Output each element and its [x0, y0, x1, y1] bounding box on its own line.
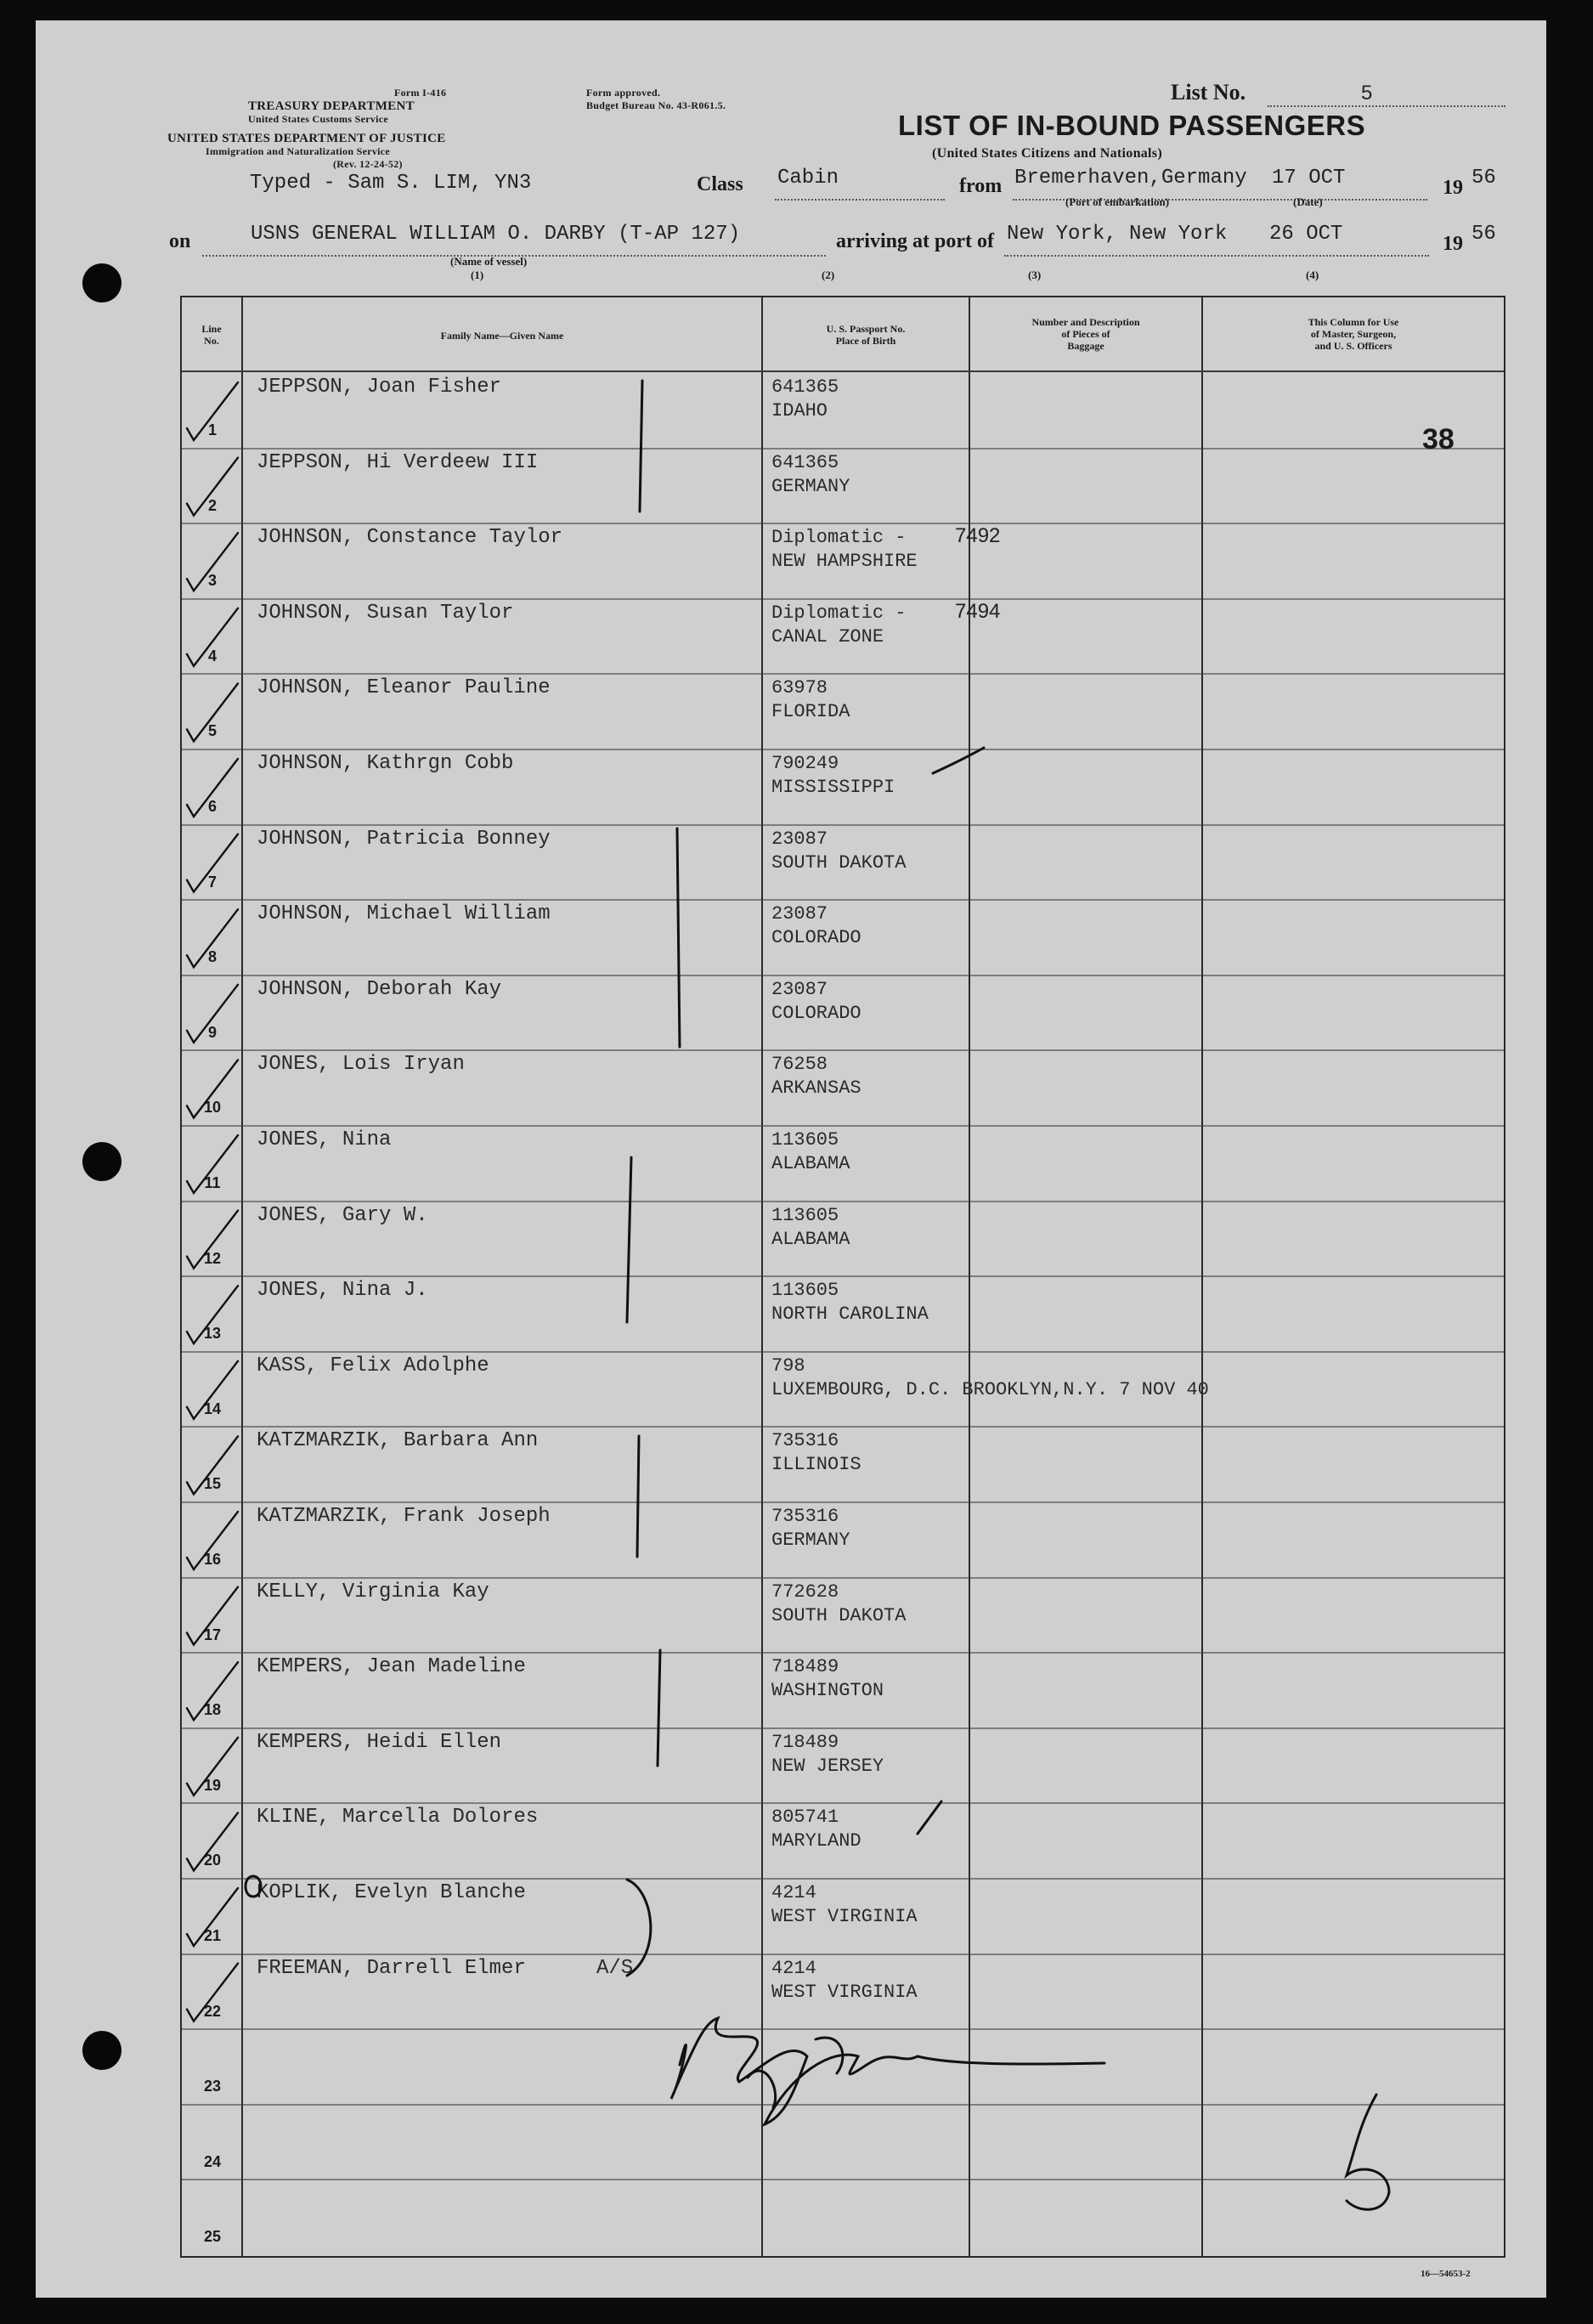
passenger-name: KEMPERS, Heidi Ellen — [257, 1730, 502, 1754]
place-of-birth: GERMANY — [771, 475, 850, 497]
passport-number: 4214 — [771, 1882, 816, 1903]
place-of-birth: CANAL ZONE — [771, 625, 884, 647]
bracket-katzmarzik — [637, 1436, 639, 1557]
check-mark — [187, 458, 238, 516]
line-number: 15 — [203, 1475, 222, 1493]
port-of-embarkation: Bremerhaven,Germany — [1014, 167, 1247, 189]
bracket-jeppson — [640, 381, 642, 512]
port-embark-caption: (Port of embarkation) — [1065, 195, 1170, 208]
budget-bureau: Budget Bureau No. 43-R061.5. — [586, 99, 726, 111]
place-of-birth: COLORADO — [771, 1002, 861, 1024]
check-mark — [187, 683, 238, 741]
embark-year-prefix: 19 — [1443, 177, 1463, 199]
line-number: 18 — [203, 1701, 222, 1719]
check-mark — [187, 1662, 238, 1720]
passport-number: 76258 — [771, 1054, 828, 1076]
passport-number: 63978 — [771, 677, 828, 699]
line-number: 10 — [203, 1099, 222, 1117]
vessel-name: USNS GENERAL WILLIAM O. DARBY (T-AP 127) — [251, 223, 741, 246]
passport-number: 23087 — [771, 903, 828, 925]
check-mark — [187, 1964, 238, 2021]
header-line-no: Line No. — [201, 323, 222, 347]
passenger-name: JONES, Lois Iryan — [257, 1053, 465, 1077]
line-number: 3 — [207, 572, 217, 590]
passenger-name: JOHNSON, Constance Taylor — [257, 526, 563, 550]
ins-service: Immigration and Naturalization Service — [206, 145, 391, 157]
row-annotation: 7492 — [955, 524, 1001, 548]
passenger-name: JONES, Nina — [257, 1128, 392, 1151]
passenger-name: KATZMARZIK, Frank Joseph — [257, 1505, 551, 1528]
header-officers: This Column for Use of Master, Surgeon, and U. S. Officers — [1308, 316, 1399, 352]
print-code: 16—54653-2 — [1421, 2269, 1471, 2279]
check-mark — [187, 1587, 238, 1645]
document-subtitle: (United States Citizens and Nationals) — [932, 146, 1162, 161]
header-family-name: Family Name—Given Name — [440, 330, 564, 342]
place-of-birth: WASHINGTON — [771, 1680, 884, 1702]
embark-date: 17 OCT — [1272, 167, 1346, 189]
passenger-name: JONES, Nina J. — [257, 1279, 428, 1303]
place-of-birth: WEST VIRGINIA — [771, 1906, 918, 1927]
on-label: on — [169, 230, 191, 252]
line-number: 12 — [203, 1249, 222, 1267]
customs-service: United States Customs Service — [248, 113, 389, 125]
row-annotation: 7494 — [955, 599, 1001, 623]
passenger-name: JEPPSON, Hi Verdeew III — [257, 450, 539, 474]
check-mark — [187, 759, 238, 817]
passenger-name: JOHNSON, Susan Taylor — [257, 601, 514, 625]
bracket-johnson-bonney — [677, 828, 680, 1047]
passenger-name: JONES, Gary W. — [257, 1203, 428, 1227]
line-number: 17 — [203, 1626, 222, 1643]
check-mark — [187, 909, 238, 967]
line-number: 2 — [207, 496, 217, 514]
document-title: LIST OF IN-BOUND PASSENGERS — [898, 110, 1366, 141]
passport-number: 113605 — [771, 1129, 839, 1151]
from-label: from — [959, 175, 1003, 197]
date-caption: (Date) — [1293, 195, 1323, 208]
typed-by: Typed - Sam S. LIM, YN3 — [250, 172, 532, 195]
passport-number: 718489 — [771, 1656, 839, 1678]
col-marker-2: (2) — [822, 269, 835, 281]
line-number: 23 — [203, 2078, 222, 2095]
line-number: 16 — [203, 1551, 222, 1568]
passenger-name: KOPLIK, Evelyn Blanche — [257, 1881, 526, 1904]
line-number: 22 — [203, 2002, 222, 2020]
check-mark — [187, 1361, 238, 1419]
passport-number: 772628 — [771, 1580, 839, 1603]
check-mark — [187, 1812, 238, 1870]
passport-number: 790249 — [771, 753, 839, 774]
line-number: 13 — [203, 1325, 222, 1343]
passenger-name: JOHNSON, Deborah Kay — [257, 977, 502, 1001]
form-number: Form I-416 — [394, 87, 447, 99]
passenger-name: FREEMAN, Darrell Elmer — [257, 1956, 526, 1980]
passport-number: 735316 — [771, 1506, 839, 1527]
place-of-birth: SOUTH DAKOTA — [771, 1604, 907, 1626]
justice-dept: UNITED STATES DEPARTMENT OF JUSTICE — [167, 132, 446, 145]
check-mark — [187, 1436, 238, 1494]
tick-mississippi — [933, 748, 984, 773]
signature — [671, 2018, 1104, 2124]
place-of-birth: FLORIDA — [771, 701, 850, 723]
treasury-dept: TREASURY DEPARTMENT — [248, 99, 415, 113]
line-number: 9 — [207, 1023, 217, 1041]
passport-number: Diplomatic - — [771, 602, 907, 624]
row-annotation: A/S — [596, 1956, 634, 1980]
passenger-name: KASS, Felix Adolphe — [257, 1354, 489, 1377]
officer-note: 38 — [1422, 423, 1455, 455]
place-of-birth: IDAHO — [771, 400, 828, 421]
list-no-value: 5 — [1361, 82, 1373, 105]
form-revision: (Rev. 12-24-52) — [333, 158, 403, 170]
passport-number: 113605 — [771, 1204, 839, 1226]
place-of-birth: ALABAMA — [771, 1153, 850, 1174]
line-number: 21 — [203, 1927, 222, 1944]
arriving-label: arriving at port of — [836, 230, 994, 252]
place-of-birth: SOUTH DAKOTA — [771, 851, 907, 874]
passport-number: 4214 — [771, 1957, 816, 1979]
col-marker-4: (4) — [1306, 269, 1319, 281]
passport-number: 641365 — [771, 376, 839, 398]
check-mark — [187, 382, 238, 440]
passport-number: Diplomatic - — [771, 527, 907, 549]
passenger-name: KEMPERS, Jean Madeline — [257, 1655, 526, 1679]
passport-number: 23087 — [771, 828, 828, 850]
place-of-birth: WEST VIRGINIA — [771, 1981, 918, 2003]
check-mark — [187, 1211, 238, 1269]
line-number: 6 — [207, 798, 217, 815]
passport-number: 23087 — [771, 978, 828, 1000]
line-number: 24 — [203, 2152, 222, 2170]
passenger-name: JOHNSON, Eleanor Pauline — [257, 676, 551, 700]
place-of-birth: LUXEMBOURG, D.C. BROOKLYN,N.Y. 7 NOV 40 — [771, 1378, 1209, 1400]
passport-number: 113605 — [771, 1280, 839, 1302]
passport-number: 798 — [771, 1354, 805, 1377]
check-mark — [187, 533, 238, 591]
line-number: 11 — [204, 1174, 221, 1191]
passenger-name: JOHNSON, Patricia Bonney — [257, 827, 551, 851]
passenger-name: KLINE, Marcella Dolores — [257, 1806, 539, 1829]
place-of-birth: ALABAMA — [771, 1228, 850, 1250]
handwritten-five — [1364, 2184, 1365, 2185]
check-mark — [187, 834, 238, 892]
circle-o — [246, 1876, 261, 1897]
vessel-caption: (Name of vessel) — [450, 255, 528, 268]
class-label: Class — [697, 173, 743, 195]
arrival-date: 26 OCT — [1269, 223, 1343, 246]
place-of-birth: ILLINOIS — [771, 1454, 861, 1476]
check-mark — [187, 1286, 238, 1343]
arrival-year-prefix: 19 — [1443, 233, 1463, 255]
place-of-birth: NORTH CAROLINA — [771, 1303, 929, 1326]
line-number: 1 — [207, 421, 217, 438]
place-of-birth: NEW JERSEY — [771, 1755, 884, 1777]
place-of-birth: NEW HAMPSHIRE — [771, 551, 918, 573]
line-number: 14 — [203, 1399, 222, 1417]
check-mark — [187, 1888, 238, 1946]
passport-number: 735316 — [771, 1430, 839, 1452]
line-number: 5 — [207, 722, 217, 740]
check-mark — [187, 1738, 238, 1795]
place-of-birth: ARKANSAS — [771, 1077, 861, 1100]
passenger-name: KATZMARZIK, Barbara Ann — [257, 1429, 539, 1453]
passenger-name: JEPPSON, Joan Fisher — [257, 376, 502, 399]
check-mark — [187, 985, 238, 1043]
col-marker-3: (3) — [1028, 269, 1042, 281]
col-marker-1: (1) — [471, 269, 484, 281]
class-value: Cabin — [777, 167, 839, 189]
passenger-name: KELLY, Virginia Kay — [257, 1580, 489, 1603]
line-number: 19 — [203, 1776, 222, 1794]
place-of-birth: GERMANY — [771, 1530, 850, 1551]
bracket-kempers — [658, 1650, 660, 1766]
check-mark — [187, 608, 238, 666]
arrival-port: New York, New York — [1007, 223, 1228, 246]
tick-maryland — [918, 1801, 941, 1834]
form-approved: Form approved. — [586, 87, 661, 99]
line-number: 20 — [203, 1852, 222, 1869]
embark-year: 56 — [1472, 167, 1496, 189]
check-mark — [187, 1512, 238, 1569]
passport-number: 805741 — [771, 1807, 839, 1829]
bracket-koplik — [627, 1880, 651, 1976]
signature-2 — [748, 2038, 843, 2107]
line-number: 7 — [207, 873, 217, 891]
header-baggage: Number and Description of Pieces of Baggage — [1031, 316, 1140, 352]
mark-5 — [1347, 2095, 1389, 2209]
passenger-name: JOHNSON, Michael William — [257, 902, 551, 926]
line-number: 4 — [207, 647, 217, 664]
bracket-jones — [627, 1157, 631, 1322]
passport-number: 641365 — [771, 451, 839, 473]
line-number: 8 — [207, 948, 217, 966]
arrival-year: 56 — [1472, 223, 1496, 246]
place-of-birth: MARYLAND — [771, 1830, 861, 1852]
line-number: 25 — [203, 2228, 222, 2246]
check-mark — [187, 1135, 238, 1193]
place-of-birth: COLORADO — [771, 927, 861, 949]
list-no-label: List No. — [1171, 80, 1246, 105]
passport-number: 718489 — [771, 1731, 839, 1753]
passenger-name: JOHNSON, Kathrgn Cobb — [257, 752, 514, 775]
check-mark — [187, 1060, 238, 1117]
place-of-birth: MISSISSIPPI — [771, 777, 895, 798]
header-passport: U. S. Passport No. Place of Birth — [826, 323, 906, 347]
